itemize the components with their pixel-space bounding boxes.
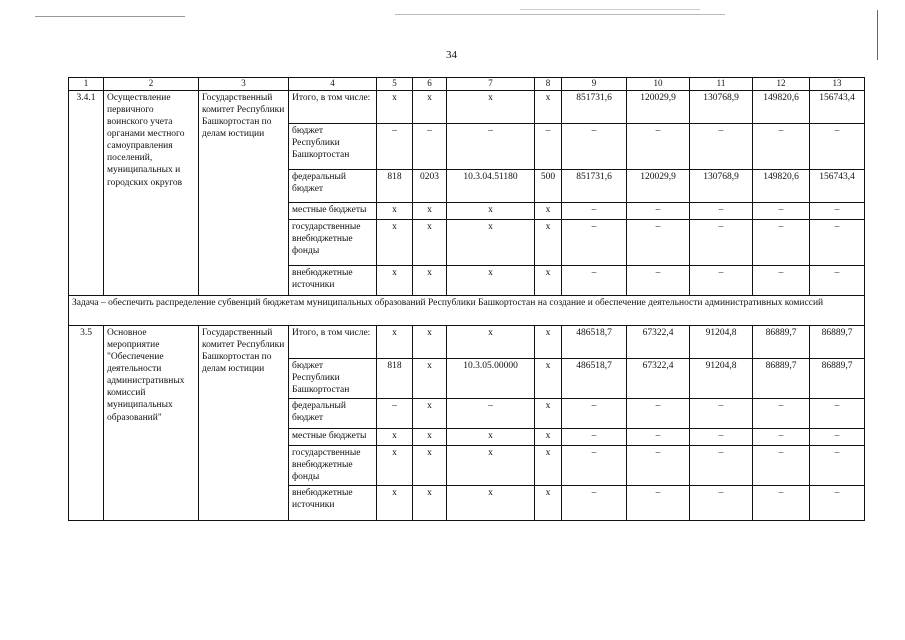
value-cell-c11: – [690, 485, 753, 520]
value-cell-c13: 156743,4 [810, 169, 865, 202]
value-cell-c9: – [562, 123, 627, 169]
value-cell-c6: х [413, 325, 447, 358]
column-number-4: 4 [289, 78, 377, 91]
value-cell-c13: 156743,4 [810, 90, 865, 123]
value-cell-c9: – [562, 445, 627, 485]
value-cell-c6: х [413, 90, 447, 123]
value-cell-c9: – [562, 265, 627, 295]
value-cell-c13: – [810, 202, 865, 219]
funding-source-label: Итого, в том числе: [289, 325, 377, 358]
value-cell-c9: 851731,6 [562, 169, 627, 202]
measure-executor: Государственный комитет Республики Башкортостан по делам юстиции [199, 90, 289, 295]
value-cell-c5: х [377, 325, 413, 358]
value-cell-c13: – [810, 428, 865, 445]
funding-source-label: федеральный бюджет [289, 398, 377, 428]
value-cell-c8: х [535, 219, 562, 265]
column-number-6: 6 [413, 78, 447, 91]
value-cell-c6: х [413, 358, 447, 398]
value-cell-c11: – [690, 398, 753, 428]
value-cell-c6: х [413, 398, 447, 428]
value-cell-c8: х [535, 325, 562, 358]
scan-artifact-line [520, 9, 700, 10]
task-row [69, 295, 865, 325]
value-cell-c7: х [447, 202, 535, 219]
column-number-8: 8 [535, 78, 562, 91]
value-cell-c12: – [753, 265, 810, 295]
funding-source-label: внебюджетные источники [289, 485, 377, 520]
value-cell-c12: – [753, 428, 810, 445]
column-number-10: 10 [627, 78, 690, 91]
value-cell-c7: х [447, 445, 535, 485]
scan-artifact-line [35, 16, 185, 17]
value-cell-c9: – [562, 202, 627, 219]
value-cell-c6: 0203 [413, 169, 447, 202]
value-cell-c10: – [627, 485, 690, 520]
measure-name: Осуществление первичного воинского учета органами местного самоуправления поселений, муниципальных и городских округов [104, 90, 199, 295]
value-cell-c9: – [562, 398, 627, 428]
value-cell-c10: – [627, 445, 690, 485]
measure-name: Основное мероприятие "Обеспечение деятельности административных комиссий муниципальных образований" [104, 325, 199, 520]
funding-source-label: внебюджетные источники [289, 265, 377, 295]
value-cell-c13: – [810, 485, 865, 520]
column-number-1: 1 [69, 78, 104, 91]
value-cell-c11: – [690, 445, 753, 485]
value-cell-c5: х [377, 445, 413, 485]
funding-source-label: местные бюджеты [289, 202, 377, 219]
value-cell-c12: 149820,6 [753, 90, 810, 123]
value-cell-c8: х [535, 398, 562, 428]
value-cell-c10: 67322,4 [627, 358, 690, 398]
value-cell-c10: – [627, 123, 690, 169]
value-cell-c5: х [377, 265, 413, 295]
value-cell-c13: 86889,7 [810, 358, 865, 398]
value-cell-c8: – [535, 123, 562, 169]
value-cell-c7: – [447, 398, 535, 428]
value-cell-c7: х [447, 219, 535, 265]
column-number-row [69, 78, 865, 91]
value-cell-c7: х [447, 428, 535, 445]
value-cell-c9: 486518,7 [562, 358, 627, 398]
measure-code: 3.4.1 [69, 90, 104, 295]
value-cell-c12: – [753, 398, 810, 428]
value-cell-c8: х [535, 485, 562, 520]
value-cell-c8: 500 [535, 169, 562, 202]
value-cell-c9: 851731,6 [562, 90, 627, 123]
value-cell-c9: – [562, 485, 627, 520]
value-cell-c8: х [535, 445, 562, 485]
measure-code: 3.5 [69, 325, 104, 520]
column-number-2: 2 [104, 78, 199, 91]
value-cell-c12: 86889,7 [753, 325, 810, 358]
value-cell-c12: 86889,7 [753, 358, 810, 398]
value-cell-c11: – [690, 202, 753, 219]
column-number-12: 12 [753, 78, 810, 91]
value-cell-c11: – [690, 219, 753, 265]
value-cell-c10: 120029,9 [627, 169, 690, 202]
value-cell-c5: х [377, 202, 413, 219]
value-cell-c13: – [810, 445, 865, 485]
value-cell-c12: – [753, 219, 810, 265]
value-cell-c8: х [535, 202, 562, 219]
value-cell-c5: х [377, 485, 413, 520]
value-cell-c6: х [413, 428, 447, 445]
value-cell-c6: – [413, 123, 447, 169]
value-cell-c7: х [447, 90, 535, 123]
value-cell-c11: 91204,8 [690, 325, 753, 358]
value-cell-c8: х [535, 428, 562, 445]
budget-table [68, 77, 865, 521]
value-cell-c10: 120029,9 [627, 90, 690, 123]
scan-artifact-edge [877, 10, 878, 60]
value-cell-c5: 818 [377, 169, 413, 202]
column-number-11: 11 [690, 78, 753, 91]
value-cell-c7: 10.3.04.51180 [447, 169, 535, 202]
value-cell-c11: 91204,8 [690, 358, 753, 398]
column-number-7: 7 [447, 78, 535, 91]
funding-source-label: Итого, в том числе: [289, 90, 377, 123]
value-cell-c6: х [413, 485, 447, 520]
value-cell-c6: х [413, 202, 447, 219]
funding-source-label: бюджет Республики Башкортостан [289, 123, 377, 169]
table-row [69, 90, 865, 123]
column-number-13: 13 [810, 78, 865, 91]
value-cell-c9: 486518,7 [562, 325, 627, 358]
value-cell-c7: – [447, 123, 535, 169]
value-cell-c10: – [627, 265, 690, 295]
value-cell-c8: х [535, 265, 562, 295]
value-cell-c7: 10.3.05.00000 [447, 358, 535, 398]
value-cell-c13: – [810, 398, 865, 428]
value-cell-c11: 130768,9 [690, 90, 753, 123]
funding-source-label: государственные внебюджетные фонды [289, 445, 377, 485]
value-cell-c7: х [447, 325, 535, 358]
value-cell-c11: – [690, 428, 753, 445]
value-cell-c11: – [690, 123, 753, 169]
value-cell-c7: х [447, 485, 535, 520]
value-cell-c7: х [447, 265, 535, 295]
funding-source-label: бюджет Республики Башкортостан [289, 358, 377, 398]
value-cell-c10: 67322,4 [627, 325, 690, 358]
page-number: 34 [446, 49, 457, 61]
value-cell-c5: 818 [377, 358, 413, 398]
value-cell-c13: 86889,7 [810, 325, 865, 358]
table-row [69, 325, 865, 358]
funding-source-label: государственные внебюджетные фонды [289, 219, 377, 265]
scan-artifact-line [395, 14, 725, 15]
value-cell-c13: – [810, 219, 865, 265]
value-cell-c5: – [377, 123, 413, 169]
value-cell-c6: х [413, 445, 447, 485]
task-description: Задача – обеспечить распределение субвенций бюджетам муниципальных образований Республики Башкортостан на создание и обеспечение деятельности административных комиссий [69, 295, 865, 325]
value-cell-c6: х [413, 219, 447, 265]
column-number-3: 3 [199, 78, 289, 91]
funding-source-label: местные бюджеты [289, 428, 377, 445]
column-number-9: 9 [562, 78, 627, 91]
value-cell-c9: – [562, 428, 627, 445]
value-cell-c12: 149820,6 [753, 169, 810, 202]
value-cell-c12: – [753, 485, 810, 520]
value-cell-c12: – [753, 445, 810, 485]
column-number-5: 5 [377, 78, 413, 91]
value-cell-c13: – [810, 123, 865, 169]
value-cell-c12: – [753, 123, 810, 169]
value-cell-c9: – [562, 219, 627, 265]
value-cell-c11: – [690, 265, 753, 295]
value-cell-c10: – [627, 428, 690, 445]
value-cell-c11: 130768,9 [690, 169, 753, 202]
value-cell-c12: – [753, 202, 810, 219]
value-cell-c10: – [627, 398, 690, 428]
value-cell-c13: – [810, 265, 865, 295]
funding-source-label: федеральный бюджет [289, 169, 377, 202]
value-cell-c8: х [535, 358, 562, 398]
measure-executor: Государственный комитет Республики Башкортостан по делам юстиции [199, 325, 289, 520]
value-cell-c6: х [413, 265, 447, 295]
value-cell-c10: – [627, 219, 690, 265]
value-cell-c5: – [377, 398, 413, 428]
value-cell-c8: х [535, 90, 562, 123]
value-cell-c5: х [377, 219, 413, 265]
value-cell-c10: – [627, 202, 690, 219]
value-cell-c5: х [377, 428, 413, 445]
value-cell-c5: х [377, 90, 413, 123]
